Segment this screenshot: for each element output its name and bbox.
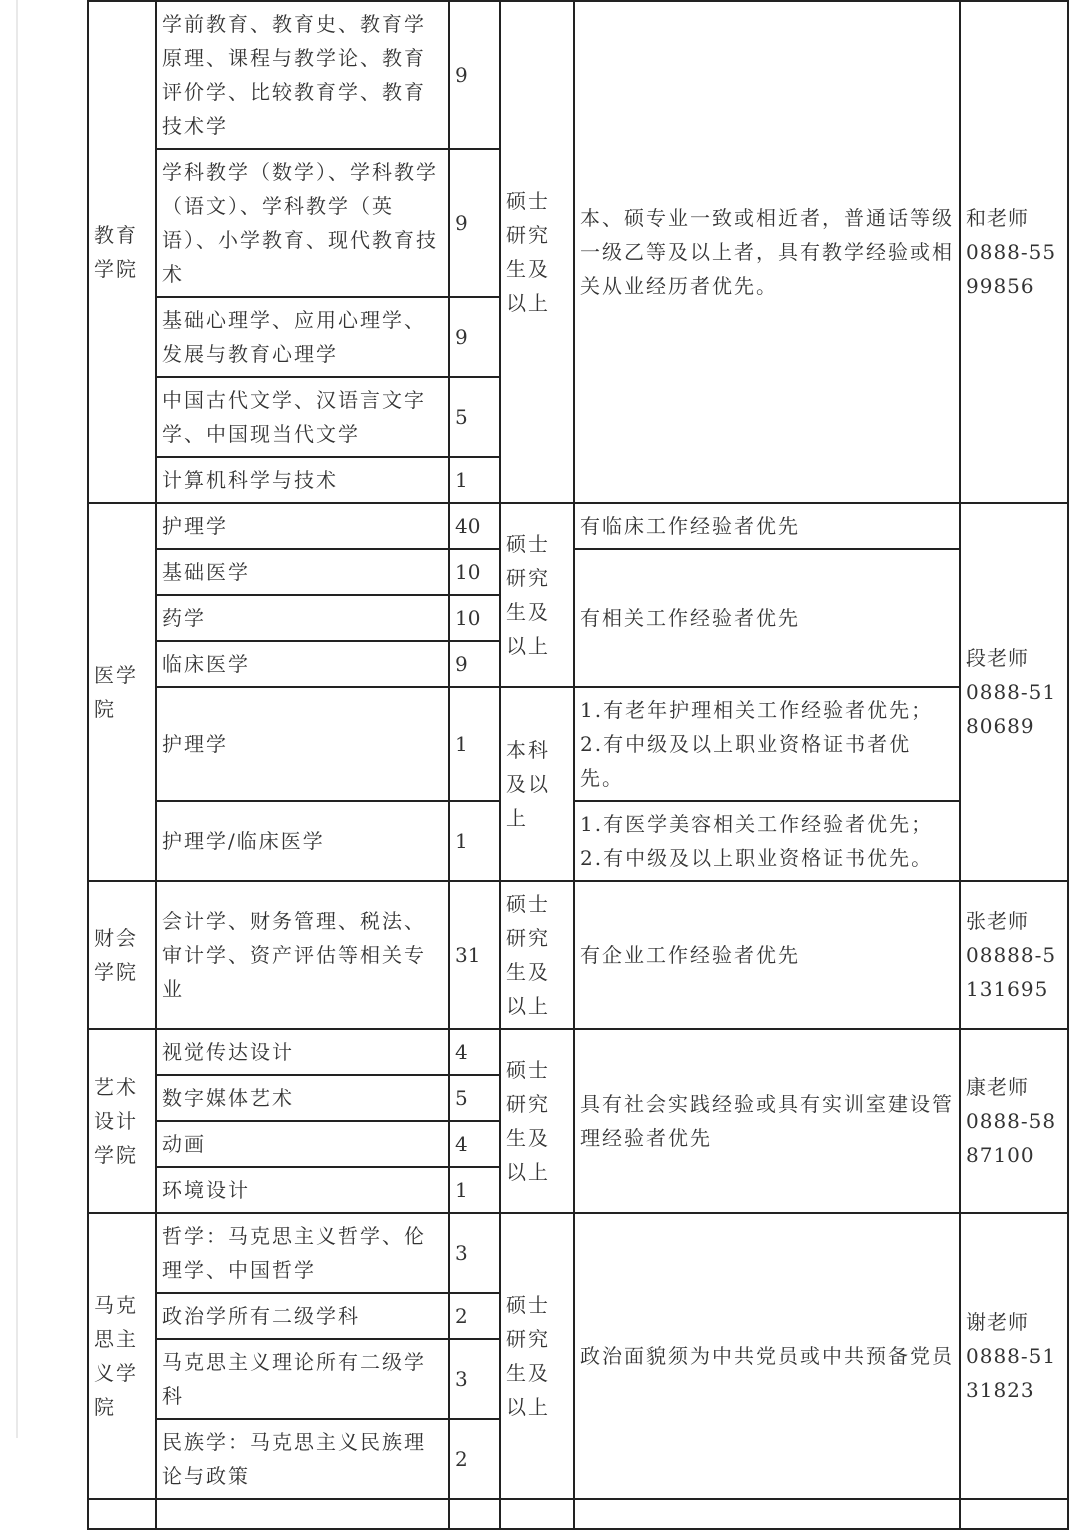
table-row bbox=[88, 1213, 1068, 1293]
count-cell: 2 bbox=[449, 1419, 500, 1499]
contact-cell bbox=[960, 1, 1068, 503]
count-cell: 1 bbox=[449, 457, 500, 503]
major-cell: 中国古代文学、汉语言文字学、中国现当代文学 bbox=[156, 377, 449, 457]
requirement-cell: 1.有老年护理相关工作经验者优先；2.有中级及以上职业资格证书者优先。 bbox=[574, 687, 960, 801]
major-cell: 药学 bbox=[156, 595, 449, 641]
requirement-cell: 有企业工作经验者优先 bbox=[574, 881, 960, 1029]
count-cell: 3 bbox=[449, 1339, 500, 1419]
count-cell: 5 bbox=[449, 377, 500, 457]
contact-cell bbox=[960, 881, 1068, 1029]
count-cell: 4 bbox=[449, 1121, 500, 1167]
major-cell: 会计学、财务管理、税法、审计学、资产评估等相关专业 bbox=[156, 881, 449, 1029]
major-cell: 护理学/临床医学 bbox=[156, 801, 449, 881]
requirement-cell bbox=[574, 1, 960, 503]
count-cell: 1 bbox=[449, 801, 500, 881]
requirement-cell: 有临床工作经验者优先 bbox=[574, 503, 960, 549]
major-cell: 视觉传达设计 bbox=[156, 1029, 449, 1075]
major-cell: 基础心理学、应用心理学、发展与教育心理学 bbox=[156, 297, 449, 377]
count-cell: 5 bbox=[449, 1075, 500, 1121]
table-row bbox=[88, 687, 1068, 801]
contact-cell bbox=[960, 1029, 1068, 1213]
contact-phone: 0888-5180689 bbox=[966, 680, 1057, 738]
degree-cell: 硕士研究生及以上 bbox=[500, 1029, 574, 1213]
page-left-border bbox=[16, 0, 18, 1438]
college-cell: 教育学院 bbox=[88, 1, 156, 503]
major-cell: 护理学 bbox=[156, 503, 449, 549]
count-cell: 4 bbox=[449, 1029, 500, 1075]
major-cell: 数字媒体艺术 bbox=[156, 1075, 449, 1121]
contact-cell bbox=[960, 1213, 1068, 1499]
contact-cell bbox=[960, 503, 1068, 881]
table-row bbox=[88, 503, 1068, 549]
count-cell: 2 bbox=[449, 1293, 500, 1339]
college-cell: 医学院 bbox=[88, 503, 156, 881]
major-cell: 马克思主义理论所有二级学科 bbox=[156, 1339, 449, 1419]
contact-phone: 0888-5887100 bbox=[966, 1109, 1057, 1167]
contact-name: 康老师 bbox=[966, 1075, 1029, 1099]
major-cell: 环境设计 bbox=[156, 1167, 449, 1213]
table-row-partial bbox=[88, 1499, 1068, 1529]
requirement-cell: 有相关工作经验者优先 bbox=[574, 549, 960, 687]
count-cell: 40 bbox=[449, 503, 500, 549]
major-cell: 基础医学 bbox=[156, 549, 449, 595]
contact-name: 和老师 bbox=[966, 206, 1029, 230]
major-cell: 计算机科学与技术 bbox=[156, 457, 449, 503]
table-row bbox=[88, 549, 1068, 595]
count-cell: 9 bbox=[449, 149, 500, 297]
major-cell: 民族学：马克思主义民族理论与政策 bbox=[156, 1419, 449, 1499]
recruitment-table bbox=[87, 0, 1069, 1530]
contact-phone: 0888-5131823 bbox=[966, 1344, 1057, 1402]
count-cell: 9 bbox=[449, 1, 500, 149]
major-cell: 临床医学 bbox=[156, 641, 449, 687]
degree-cell: 硕士研究生及以上 bbox=[500, 1, 574, 503]
count-cell: 1 bbox=[449, 687, 500, 801]
table-row bbox=[88, 881, 1068, 1029]
count-cell: 31 bbox=[449, 881, 500, 1029]
major-cell: 动画 bbox=[156, 1121, 449, 1167]
table-row bbox=[88, 801, 1068, 881]
major-cell: 政治学所有二级学科 bbox=[156, 1293, 449, 1339]
contact-phone: 08888-5131695 bbox=[966, 943, 1057, 1001]
table-row bbox=[88, 1, 1068, 149]
requirement-cell: 具有社会实践经验或具有实训室建设管理经验者优先 bbox=[574, 1029, 960, 1213]
requirement-text: 本、硕专业一致或相近者，普通话等级一级乙等及以上者，具有教学经验或相关从业经历者优先。 bbox=[580, 206, 954, 298]
count-cell: 10 bbox=[449, 549, 500, 595]
count-cell: 1 bbox=[449, 1167, 500, 1213]
major-cell: 护理学 bbox=[156, 687, 449, 801]
degree-cell: 硕士研究生及以上 bbox=[500, 881, 574, 1029]
count-cell: 3 bbox=[449, 1213, 500, 1293]
count-cell: 10 bbox=[449, 595, 500, 641]
requirement-cell: 政治面貌须为中共党员或中共预备党员 bbox=[574, 1213, 960, 1499]
count-cell: 9 bbox=[449, 297, 500, 377]
major-cell: 学科教学（数学）、学科教学（语文）、学科教学（英语）、小学教育、现代教育技术 bbox=[156, 149, 449, 297]
count-cell: 9 bbox=[449, 641, 500, 687]
major-cell: 学前教育、教育史、教育学原理、课程与教学论、教育评价学、比较教育学、教育技术学 bbox=[156, 1, 449, 149]
requirement-cell: 1.有医学美容相关工作经验者优先；2.有中级及以上职业资格证书优先。 bbox=[574, 801, 960, 881]
table-row bbox=[88, 1029, 1068, 1075]
college-cell: 艺术设计学院 bbox=[88, 1029, 156, 1213]
major-cell: 哲学：马克思主义哲学、伦理学、中国哲学 bbox=[156, 1213, 449, 1293]
contact-phone: 0888-5599856 bbox=[966, 240, 1057, 298]
degree-cell: 本科及以上 bbox=[500, 687, 574, 881]
contact-name: 谢老师 bbox=[966, 1310, 1029, 1334]
college-cell: 马克思主义学院 bbox=[88, 1213, 156, 1499]
contact-name: 段老师 bbox=[966, 646, 1029, 670]
contact-name: 张老师 bbox=[966, 909, 1029, 933]
degree-cell: 硕士研究生及以上 bbox=[500, 1213, 574, 1499]
college-cell: 财会学院 bbox=[88, 881, 156, 1029]
degree-cell: 硕士研究生及以上 bbox=[500, 503, 574, 687]
